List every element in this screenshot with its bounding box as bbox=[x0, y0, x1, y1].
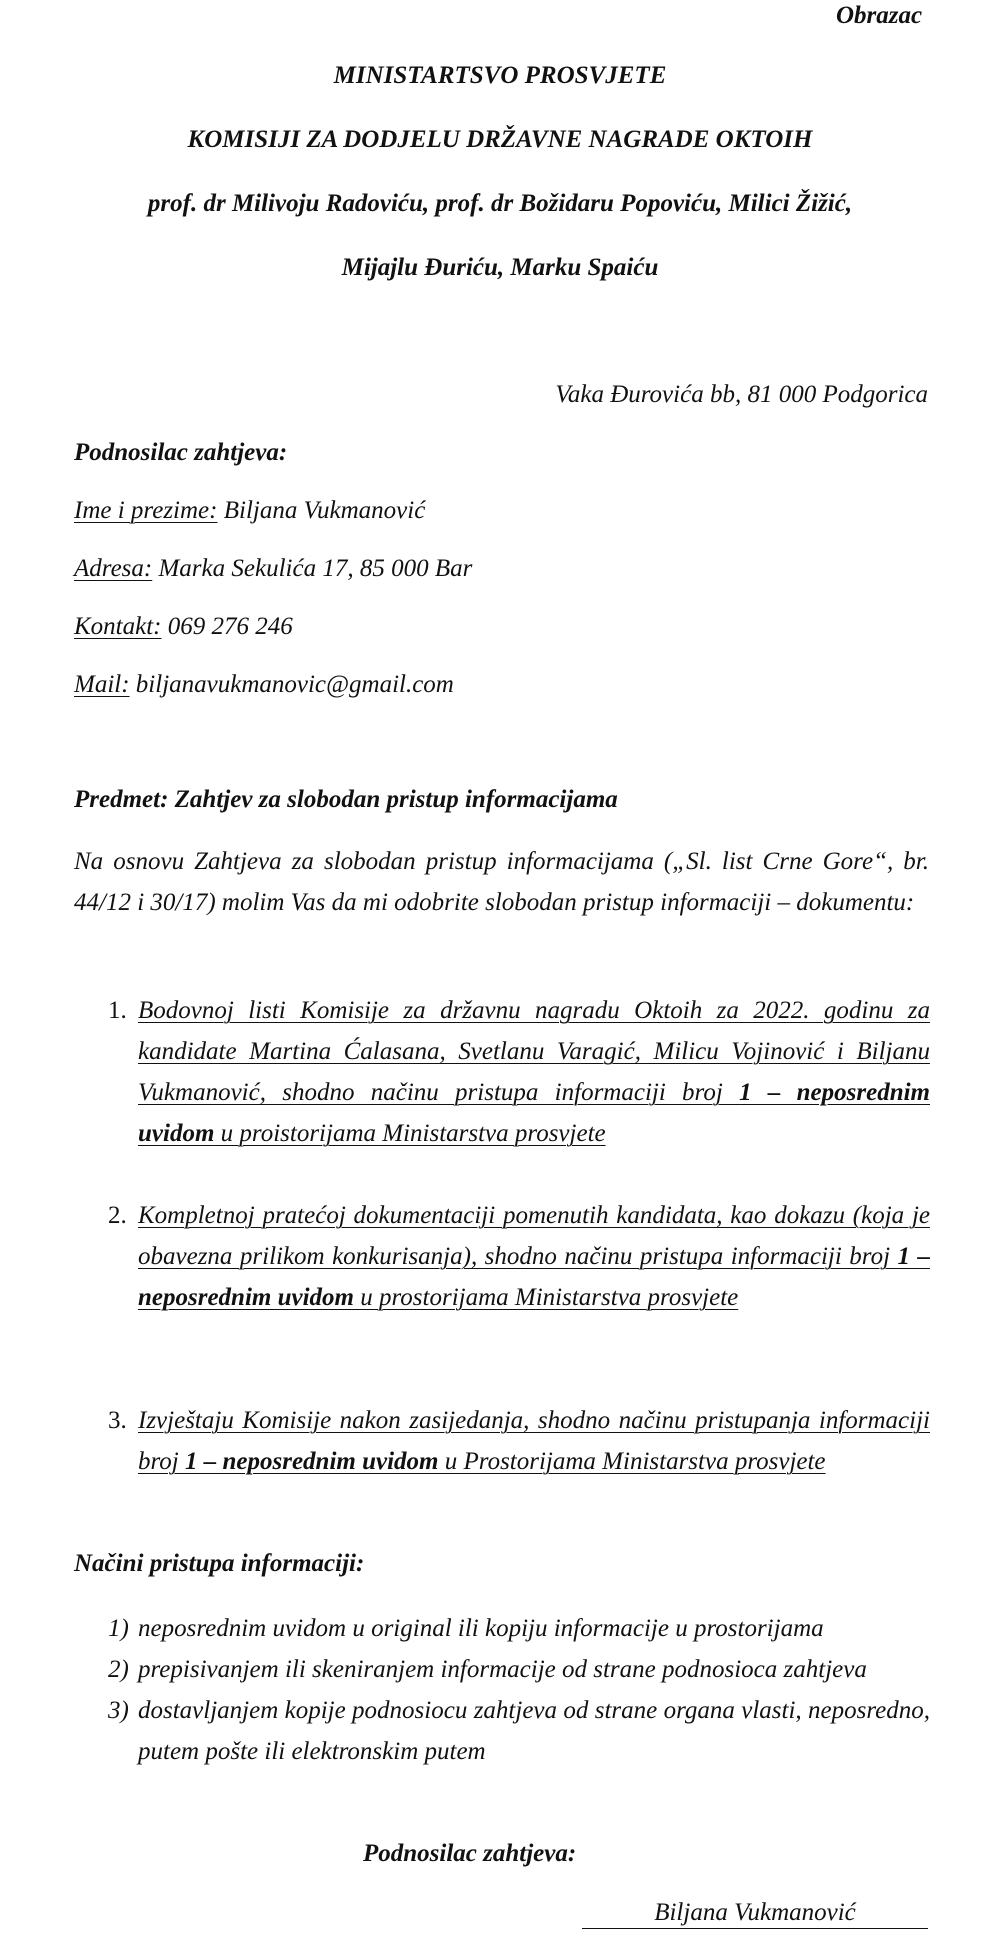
way-item-3 bbox=[108, 1690, 930, 1772]
contact-label: Kontakt: bbox=[74, 613, 162, 640]
request-text: Kompletnoj pratećoj dokumentaciji pomenutih kandidata, kao dokazu (koja je obavezna prilikom konkurisanja), shodno načinu pristupa informaciji broj bbox=[138, 1202, 930, 1270]
request-text: Izvještaju Komisije nakon zasijedanja, shodno načinu pristupanja informaciji broj bbox=[138, 1407, 930, 1475]
way-text: neposrednim uvidom u original ili kopiju informacije u prostorijama bbox=[138, 1615, 824, 1642]
signature-heading: Podnosilac zahtjeva: bbox=[363, 1840, 577, 1867]
applicant-address-row bbox=[74, 555, 472, 583]
contact-value: 069 276 246 bbox=[161, 613, 293, 640]
way-text: prepisivanjem ili skeniranjem informacije od strane podnosioca zahtjeva bbox=[138, 1656, 867, 1683]
applicant-mail-row bbox=[74, 671, 454, 699]
request-location: u prostorijama Ministarstva prosvjete bbox=[354, 1284, 739, 1311]
commission-members-line-1: prof. dr Milivoju Radoviću, prof. dr Božidaru Popoviću, Milici Žižić, bbox=[147, 190, 853, 217]
way-text: dostavljanjem kopije podnosiocu zahtjeva od strane organa vlasti, neposredno, putem pošte ili elektronskim putem bbox=[138, 1697, 930, 1765]
recipient-address: Vaka Đurovića bb, 81 000 Podgorica bbox=[555, 381, 928, 408]
intro-paragraph: Na osnovu Zahtjeva za slobodan pristup informacijama („Sl. list Crne Gore“, br. 44/12 i 30/17) molim Vas da mi odobrite slobodan pristup informaciji – dokumentu: bbox=[74, 848, 929, 916]
request-access-mode: 1 – neposrednim uvidom bbox=[138, 1079, 930, 1147]
way-number: 1) bbox=[108, 1615, 129, 1642]
request-access-mode: 1 – neposrednim uvidom bbox=[138, 1243, 931, 1311]
request-number: 2. bbox=[108, 1202, 127, 1229]
request-number: 3. bbox=[108, 1407, 127, 1434]
address-label: Adresa: bbox=[74, 555, 153, 582]
name-value: Biljana Vukmanović bbox=[217, 497, 426, 524]
applicant-name-row bbox=[74, 497, 425, 525]
ministry-heading: MINISTARTSVO PROSVJETE bbox=[333, 62, 667, 89]
way-item-1 bbox=[108, 1608, 930, 1649]
mail-label: Mail: bbox=[74, 671, 130, 698]
signature-name: Biljana Vukmanović bbox=[654, 1899, 856, 1926]
request-text: Bodovnoj listi Komisije za državnu nagradu Oktoih za 2022. godinu za kandidate Martina Ćalasana, Svetlanu Varagić, Milicu Vojinović i Biljanu Vukmanović, shodno načinu pristupa informaciji broj bbox=[138, 997, 930, 1106]
ways-heading: Načini pristupa informaciji: bbox=[74, 1550, 365, 1577]
way-number: 3) bbox=[108, 1697, 129, 1724]
applicant-contact-row bbox=[74, 613, 293, 641]
request-location: u proistorijama Ministarstva prosvjete bbox=[214, 1120, 606, 1147]
request-item-3 bbox=[108, 1400, 930, 1482]
form-label: Obrazac bbox=[836, 2, 923, 29]
request-number: 1. bbox=[108, 997, 127, 1024]
request-item-1 bbox=[108, 990, 930, 1154]
applicant-heading: Podnosilac zahtjeva: bbox=[74, 439, 288, 466]
commission-members-line-2: Mijajlu Đuriću, Marku Spaiću bbox=[341, 254, 659, 281]
mail-value: biljanavukmanovic@gmail.com bbox=[129, 671, 454, 698]
address-value: Marka Sekulića 17, 85 000 Bar bbox=[152, 555, 473, 582]
commission-heading: KOMISIJI ZA DODJELU DRŽAVNE NAGRADE OKTOIH bbox=[187, 126, 813, 153]
request-access-mode: 1 – neposrednim uvidom bbox=[185, 1448, 439, 1475]
subject-line: Predmet: Zahtjev za slobodan pristup informacijama bbox=[74, 786, 618, 813]
signature-line bbox=[582, 1898, 928, 1929]
name-label: Ime i prezime: bbox=[74, 497, 218, 524]
ways-list bbox=[108, 1608, 930, 1772]
way-item-2 bbox=[108, 1649, 930, 1690]
request-item-2 bbox=[108, 1195, 930, 1318]
request-location: u Prostorijama Ministarstva prosvjete bbox=[438, 1448, 826, 1475]
way-number: 2) bbox=[108, 1656, 129, 1683]
